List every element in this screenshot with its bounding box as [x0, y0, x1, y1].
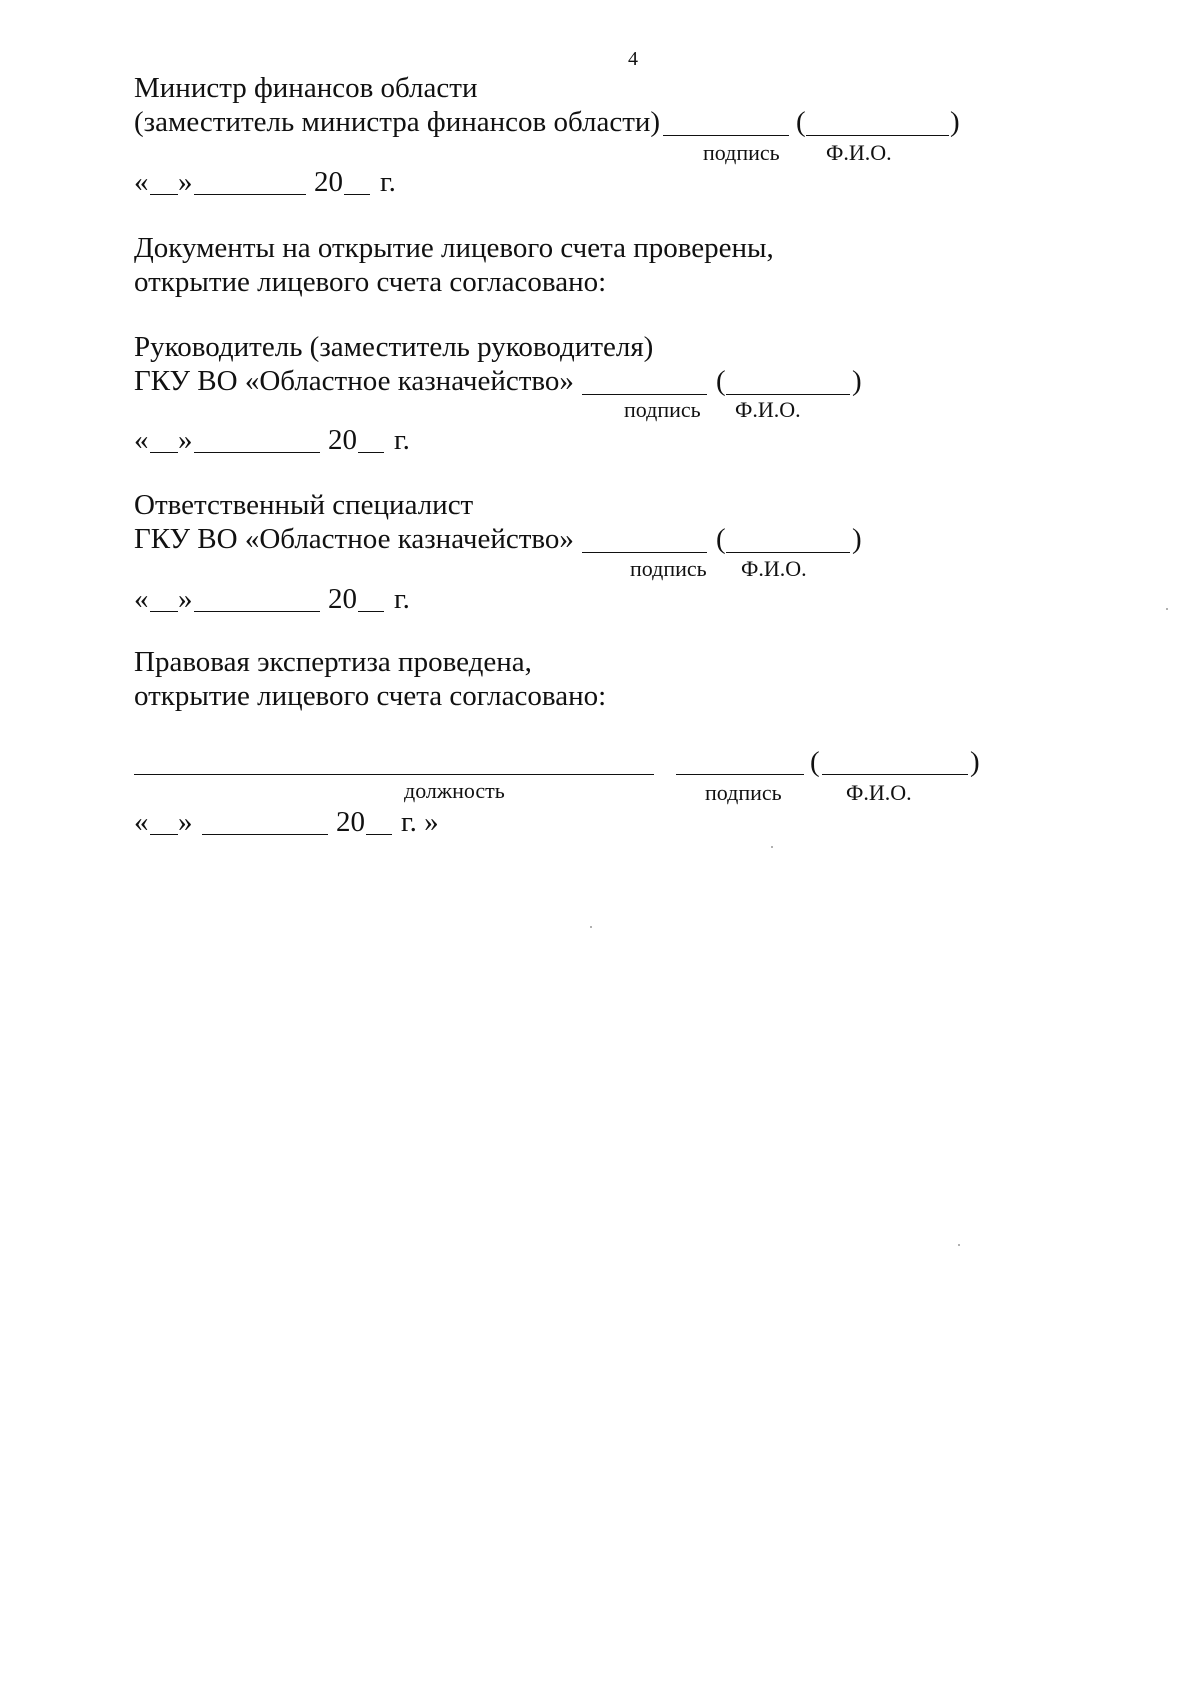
- month-blank: [194, 452, 320, 453]
- minister-title: Министр финансов области: [134, 72, 478, 104]
- page-number: 4: [628, 48, 638, 70]
- scan-speck: [590, 926, 592, 928]
- month-blank: [202, 834, 328, 835]
- day-blank: [150, 194, 178, 195]
- treasury-name: ГКУ ВО «Областное казначейство»: [134, 523, 574, 555]
- opening-approved-text: открытие лицевого счета согласовано:: [134, 266, 607, 298]
- date-quote-close: »: [178, 424, 193, 456]
- month-blank: [194, 611, 320, 612]
- year-suffix: г.: [394, 583, 410, 615]
- opening-approved-text: открытие лицевого счета согласовано:: [134, 680, 607, 712]
- signature-caption: подпись: [624, 397, 701, 422]
- paren-open: (: [796, 106, 806, 138]
- day-blank: [150, 834, 178, 835]
- year-suffix: г.: [394, 424, 410, 456]
- name-blank: [726, 394, 850, 395]
- signature-caption: подпись: [705, 780, 782, 805]
- year-prefix: 20: [328, 583, 357, 615]
- signature-blank: [663, 135, 789, 136]
- year-blank: [358, 611, 384, 612]
- year-blank: [344, 194, 370, 195]
- name-blank: [726, 552, 850, 553]
- name-caption: Ф.И.О.: [735, 397, 801, 422]
- year-suffix: г. »: [401, 806, 439, 838]
- signature-blank: [582, 394, 707, 395]
- year-blank: [366, 834, 392, 835]
- date-quote-close: »: [178, 166, 193, 198]
- year-blank: [358, 452, 384, 453]
- date-quote-close: »: [178, 806, 193, 838]
- signature-caption: подпись: [630, 556, 707, 581]
- paren-open: (: [716, 523, 726, 555]
- position-blank: [134, 774, 654, 775]
- paren-close: ): [950, 106, 960, 138]
- month-blank: [194, 194, 306, 195]
- date-quote-close: »: [178, 583, 193, 615]
- name-blank: [822, 774, 968, 775]
- date-quote-open: «: [134, 583, 149, 615]
- date-quote-open: «: [134, 806, 149, 838]
- date-quote-open: «: [134, 424, 149, 456]
- name-caption: Ф.И.О.: [826, 140, 892, 165]
- minister-deputy-title: (заместитель министра финансов области): [134, 106, 661, 138]
- scan-speck: [1166, 608, 1168, 610]
- year-suffix: г.: [380, 166, 396, 198]
- date-quote-open: «: [134, 166, 149, 198]
- head-title: Руководитель (заместитель руководителя): [134, 331, 654, 363]
- signature-blank: [582, 552, 707, 553]
- position-caption: должность: [404, 778, 505, 803]
- paren-close: ): [852, 365, 862, 397]
- documents-checked-text: Документы на открытие лицевого счета проверены,: [134, 232, 774, 264]
- name-blank: [806, 135, 949, 136]
- signature-caption: подпись: [703, 140, 780, 165]
- treasury-name: ГКУ ВО «Областное казначейство»: [134, 365, 574, 397]
- legal-review-text: Правовая экспертиза проведена,: [134, 646, 532, 678]
- name-caption: Ф.И.О.: [741, 556, 807, 581]
- year-prefix: 20: [314, 166, 343, 198]
- year-prefix: 20: [328, 424, 357, 456]
- day-blank: [150, 452, 178, 453]
- paren-open: (: [810, 746, 820, 778]
- year-prefix: 20: [336, 806, 365, 838]
- paren-open: (: [716, 365, 726, 397]
- name-caption: Ф.И.О.: [846, 780, 912, 805]
- paren-close: ): [970, 746, 980, 778]
- scan-speck: [771, 846, 773, 848]
- paren-close: ): [852, 523, 862, 555]
- scan-speck: [958, 1244, 960, 1246]
- signature-blank: [676, 774, 804, 775]
- day-blank: [150, 611, 178, 612]
- specialist-title: Ответственный специалист: [134, 489, 474, 521]
